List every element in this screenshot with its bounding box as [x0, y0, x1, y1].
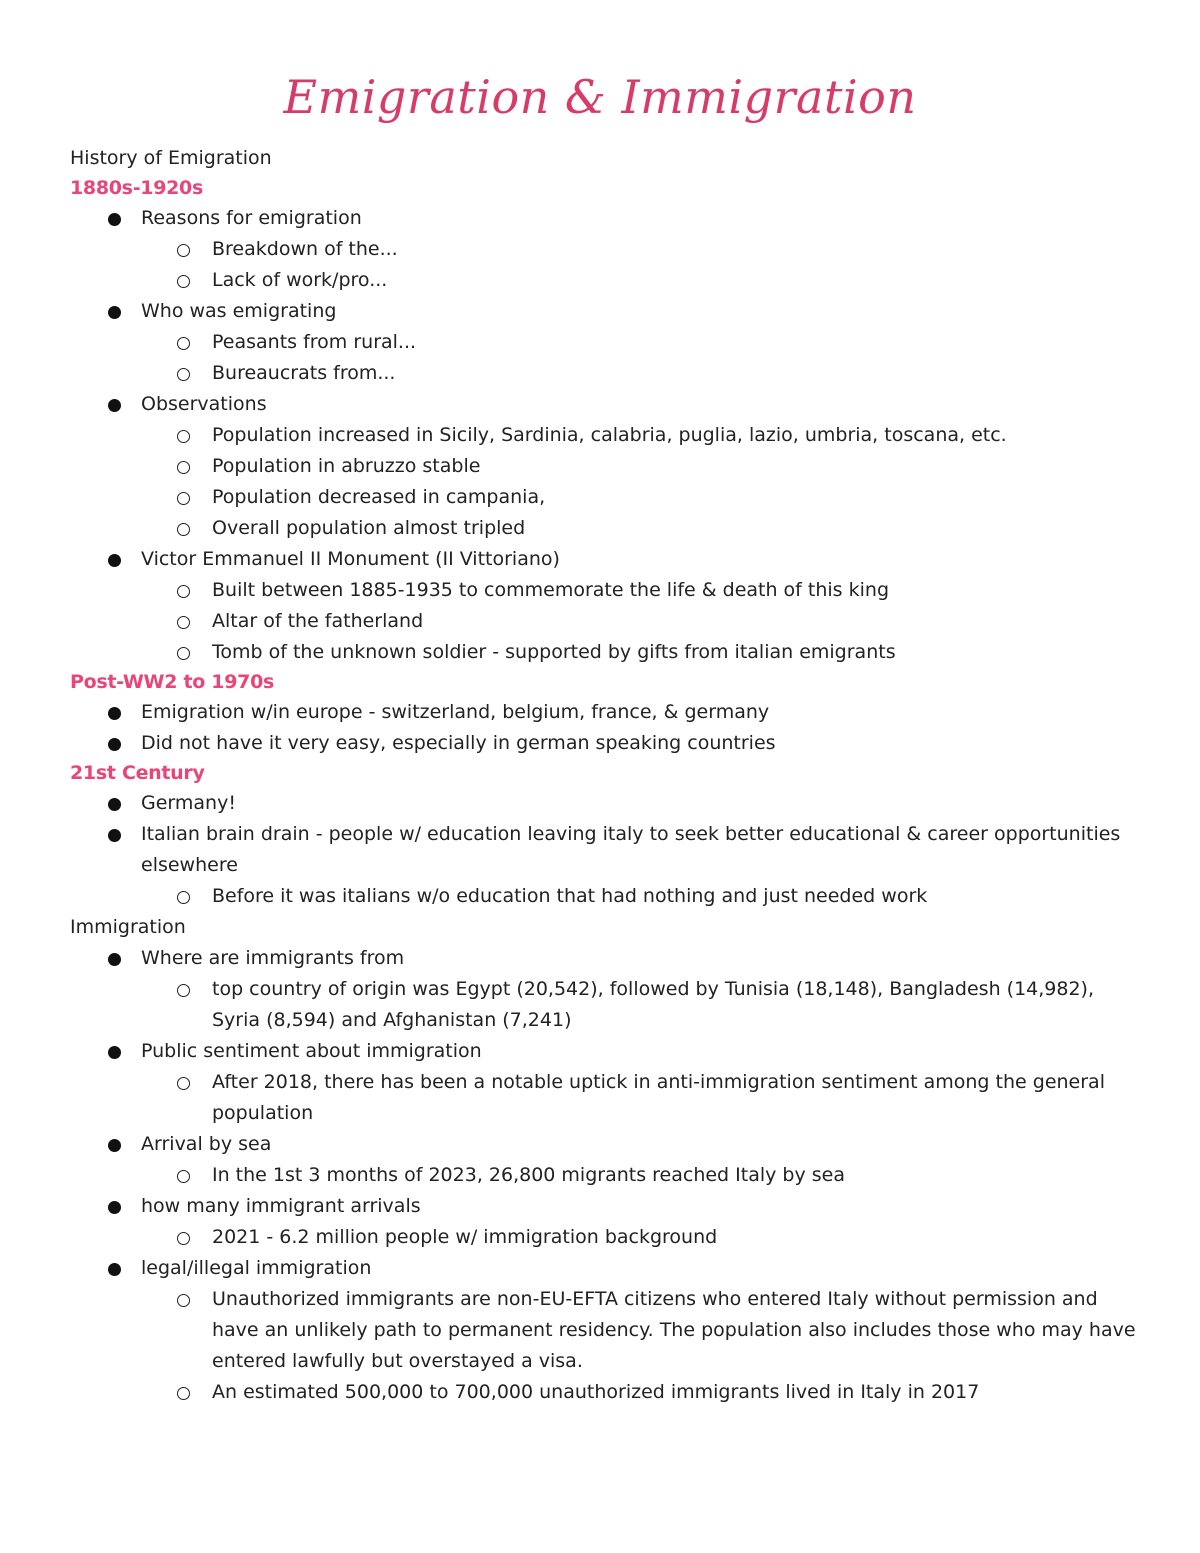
- bullet-icon: [108, 306, 121, 319]
- section-heading-21st-century: 21st Century: [70, 762, 205, 784]
- hollow-bullet-icon: [177, 1232, 190, 1245]
- list-item: [70, 544, 1140, 668]
- notes-body: [70, 143, 1140, 1408]
- list-item: [70, 943, 1140, 1036]
- list-item-text: how many immigrant arrivals: [141, 1195, 421, 1217]
- hollow-bullet-icon: [177, 1170, 190, 1183]
- hollow-bullet-icon: [177, 1294, 190, 1307]
- hollow-bullet-icon: [177, 616, 190, 629]
- sub-list-item: [141, 881, 1140, 912]
- sub-list-item: [141, 1377, 1140, 1408]
- sub-item-text: 2021 - 6.2 million people w/ immigration background: [212, 1226, 718, 1248]
- hollow-bullet-icon: [177, 585, 190, 598]
- hollow-bullet-icon: [177, 1387, 190, 1400]
- bullet-icon: [108, 1046, 121, 1059]
- sub-list: [141, 1222, 1140, 1253]
- list-item-text: Emigration w/in europe - switzerland, belgium, france, & germany: [141, 701, 770, 723]
- list-item-text: Arrival by sea: [141, 1133, 272, 1155]
- sub-list: [141, 1160, 1140, 1191]
- sub-list: [141, 881, 1140, 912]
- list-item-text: legal/illegal immigration: [141, 1257, 372, 1279]
- sub-item-text: Peasants from rural...: [212, 331, 417, 353]
- bullet-icon: [108, 399, 121, 412]
- sub-item-text: Built between 1885-1935 to commemorate the life & death of this king: [212, 579, 890, 601]
- list-item-text: Germany!: [141, 792, 236, 814]
- sub-list-item: [141, 606, 1140, 637]
- sub-list: [141, 327, 1140, 389]
- hollow-bullet-icon: [177, 337, 190, 350]
- list-item: [70, 1253, 1140, 1408]
- sub-item-text: In the 1st 3 months of 2023, 26,800 migrants reached Italy by sea: [212, 1164, 845, 1186]
- sub-list-item: [141, 974, 1140, 1036]
- list-item: [70, 389, 1140, 544]
- bullet-icon: [108, 798, 121, 811]
- list-item-text: Observations: [141, 393, 267, 415]
- list-item-text: Public sentiment about immigration: [141, 1040, 482, 1062]
- list-item: [70, 203, 1140, 296]
- section-1880s-list: [70, 203, 1140, 668]
- hollow-bullet-icon: [177, 461, 190, 474]
- bullet-icon: [108, 1139, 121, 1152]
- sub-list-item: [141, 234, 1140, 265]
- bullet-icon: [108, 1263, 121, 1276]
- list-item-text: Did not have it very easy, especially in german speaking countries: [141, 732, 776, 754]
- bullet-icon: [108, 1201, 121, 1214]
- immigration-list: [70, 943, 1140, 1408]
- list-item: [70, 296, 1140, 389]
- sub-list: [141, 1067, 1140, 1129]
- section-post-ww2-list: [70, 697, 1140, 759]
- sub-list-item: [141, 1067, 1140, 1129]
- hollow-bullet-icon: [177, 244, 190, 257]
- history-label: History of Emigration: [70, 147, 272, 169]
- sub-list: [141, 420, 1140, 544]
- section-heading-post-ww2: Post-WW2 to 1970s: [70, 671, 274, 693]
- sub-item-text: Population increased in Sicily, Sardinia, calabria, puglia, lazio, umbria, toscana, etc.: [212, 424, 1007, 446]
- sub-list: [141, 234, 1140, 296]
- list-item-text: Who was emigrating: [141, 300, 337, 322]
- sub-list: [141, 575, 1140, 668]
- sub-item-text: Bureaucrats from...: [212, 362, 396, 384]
- sub-list: [141, 1284, 1140, 1408]
- list-item: [70, 1129, 1140, 1191]
- list-item: [70, 788, 1140, 819]
- sub-list-item: [141, 420, 1140, 451]
- bullet-icon: [108, 554, 121, 567]
- sub-list-item: [141, 327, 1140, 358]
- list-item: [70, 819, 1140, 912]
- sub-item-text: top country of origin was Egypt (20,542), followed by Tunisia (18,148), Bangladesh (14,982), Syria (8,594) and Afghanistan (7,241): [212, 978, 1095, 1031]
- hollow-bullet-icon: [177, 647, 190, 660]
- sub-list-item: [141, 1284, 1140, 1377]
- list-item-text: Reasons for emigration: [141, 207, 362, 229]
- list-item: [70, 1036, 1140, 1129]
- list-item: [70, 1191, 1140, 1253]
- list-item: [70, 728, 1140, 759]
- hollow-bullet-icon: [177, 275, 190, 288]
- page-title: Emigration & Immigration: [283, 70, 917, 124]
- list-item-text: Italian brain drain - people w/ education leaving italy to seek better educational & career opportunities elsewhere: [141, 823, 1121, 876]
- list-item-text: Where are immigrants from: [141, 947, 405, 969]
- hollow-bullet-icon: [177, 984, 190, 997]
- sub-list-item: [141, 637, 1140, 668]
- hollow-bullet-icon: [177, 1077, 190, 1090]
- sub-item-text: After 2018, there has been a notable uptick in anti-immigration sentiment among the general population: [212, 1071, 1105, 1124]
- bullet-icon: [108, 738, 121, 751]
- sub-list-item: [141, 358, 1140, 389]
- sub-item-text: Tomb of the unknown soldier - supported by gifts from italian emigrants: [212, 641, 896, 663]
- sub-list-item: [141, 575, 1140, 606]
- bullet-icon: [108, 829, 121, 842]
- sub-item-text: Population decreased in campania,: [212, 486, 546, 508]
- sub-list-item: [141, 1222, 1140, 1253]
- sub-item-text: Overall population almost tripled: [212, 517, 526, 539]
- sub-item-text: Unauthorized immigrants are non-EU-EFTA citizens who entered Italy without permission and have an unlikely path to permanent residency. The population also includes those who may have entered lawfully but overstayed a visa.: [212, 1288, 1136, 1372]
- hollow-bullet-icon: [177, 523, 190, 536]
- bullet-icon: [108, 953, 121, 966]
- section-heading-1880s: 1880s-1920s: [70, 177, 203, 199]
- bullet-icon: [108, 707, 121, 720]
- sub-list-item: [141, 513, 1140, 544]
- section-21st-century-list: [70, 788, 1140, 912]
- sub-list: [141, 974, 1140, 1036]
- hollow-bullet-icon: [177, 368, 190, 381]
- sub-list-item: [141, 265, 1140, 296]
- sub-list-item: [141, 482, 1140, 513]
- sub-item-text: An estimated 500,000 to 700,000 unauthorized immigrants lived in Italy in 2017: [212, 1381, 980, 1403]
- sub-item-text: Lack of work/pro...: [212, 269, 388, 291]
- immigration-label: Immigration: [70, 916, 186, 938]
- sub-list-item: [141, 1160, 1140, 1191]
- sub-item-text: Altar of the fatherland: [212, 610, 424, 632]
- hollow-bullet-icon: [177, 891, 190, 904]
- list-item-text: Victor Emmanuel II Monument (II Vittoriano): [141, 548, 560, 570]
- hollow-bullet-icon: [177, 430, 190, 443]
- bullet-icon: [108, 213, 121, 226]
- sub-item-text: Population in abruzzo stable: [212, 455, 481, 477]
- hollow-bullet-icon: [177, 492, 190, 505]
- sub-list-item: [141, 451, 1140, 482]
- sub-item-text: Breakdown of the...: [212, 238, 398, 260]
- list-item: [70, 697, 1140, 728]
- sub-item-text: Before it was italians w/o education that had nothing and just needed work: [212, 885, 928, 907]
